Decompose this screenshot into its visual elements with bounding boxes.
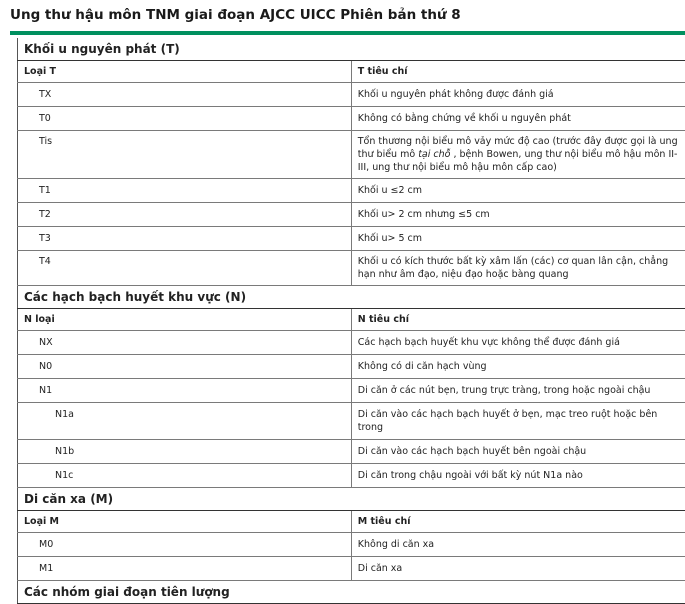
title-divider [10,31,685,35]
section-heading-row [18,286,685,309]
criteria-text: Tổn thương nội biểu mô vảy mức độ cao (trước đây được gọi là ung thư biểu mô [358,136,678,160]
category-cell: T1 [18,179,352,203]
column-header-category: Loại T [18,61,352,83]
criteria-cell: Không có bằng chứng về khối u nguyên phát [351,107,685,131]
section-heading-n: Các hạch bạch huyết khu vực (N) [18,286,685,309]
category-cell: N1a [18,403,352,440]
section-heading-row [18,581,685,604]
criteria-cell: Khối u> 5 cm [351,227,685,251]
category-cell: NX [18,331,352,355]
table-row [18,83,685,107]
section-heading-prognostic: Các nhóm giai đoạn tiên lượng [18,581,685,604]
criteria-text: , bệnh Bowen, ung thư nội biểu mô hậu môn II-III, ung thư nội biểu mô hậu môn cấp cao) [358,149,678,173]
column-header-row [18,61,685,83]
criteria-cell: Không di căn xa [351,533,685,557]
criteria-cell: Khối u> 2 cm nhưng ≤5 cm [351,203,685,227]
category-cell: N1c [18,464,352,488]
category-cell: T0 [18,107,352,131]
criteria-cell: Khối u nguyên phát không được đánh giá [351,83,685,107]
column-header-criteria: M tiêu chí [351,511,685,533]
section-heading-t: Khối u nguyên phát (T) [18,38,685,61]
criteria-cell: Di căn vào các hạch bạch huyết bên ngoài chậu [351,440,685,464]
criteria-cell: Di căn trong chậu ngoài với bất kỳ nút N1a nào [351,464,685,488]
category-cell: N1 [18,379,352,403]
table-row [18,379,685,403]
column-header-criteria: N tiêu chí [351,309,685,331]
criteria-cell: Khối u ≤2 cm [351,179,685,203]
table-row [18,557,685,581]
criteria-cell: Di căn vào các hạch bạch huyết ở bẹn, mạc treo ruột hoặc bên trong [351,403,685,440]
criteria-cell: Không có di căn hạch vùng [351,355,685,379]
column-header-row [18,309,685,331]
criteria-cell: Di căn xa [351,557,685,581]
table-row [18,227,685,251]
column-header-row [18,511,685,533]
criteria-cell: Khối u có kích thước bất kỳ xâm lấn (các) cơ quan lân cận, chẳng hạn như âm đạo, niệu đạo hoặc bàng quang [351,251,685,286]
section-heading-row [18,488,685,511]
criteria-cell [351,131,685,179]
table-row [18,251,685,286]
table-row [18,440,685,464]
column-header-category: Loại M [18,511,352,533]
table-row [18,331,685,355]
category-cell: N0 [18,355,352,379]
criteria-italic-text: tại chỗ [418,149,450,160]
column-header-criteria: T tiêu chí [351,61,685,83]
category-cell: T2 [18,203,352,227]
table-row [18,403,685,440]
page-title: Ung thư hậu môn TNM giai đoạn AJCC UICC Phiên bản thứ 8 [10,7,461,23]
section-heading-row [18,38,685,61]
table-row [18,179,685,203]
criteria-cell: Di căn ở các nút bẹn, trung trực tràng, trong hoặc ngoài chậu [351,379,685,403]
staging-table [17,38,685,604]
table-row [18,464,685,488]
criteria-cell: Các hạch bạch huyết khu vực không thể được đánh giá [351,331,685,355]
table-row [18,533,685,557]
category-cell: TX [18,83,352,107]
table-row [18,355,685,379]
category-cell: N1b [18,440,352,464]
table-row [18,131,685,179]
table-row [18,203,685,227]
table-row [18,107,685,131]
category-cell: Tis [18,131,352,179]
category-cell: M1 [18,557,352,581]
category-cell: T3 [18,227,352,251]
category-cell: M0 [18,533,352,557]
category-cell: T4 [18,251,352,286]
section-heading-m: Di căn xa (M) [18,488,685,511]
column-header-category: N loại [18,309,352,331]
